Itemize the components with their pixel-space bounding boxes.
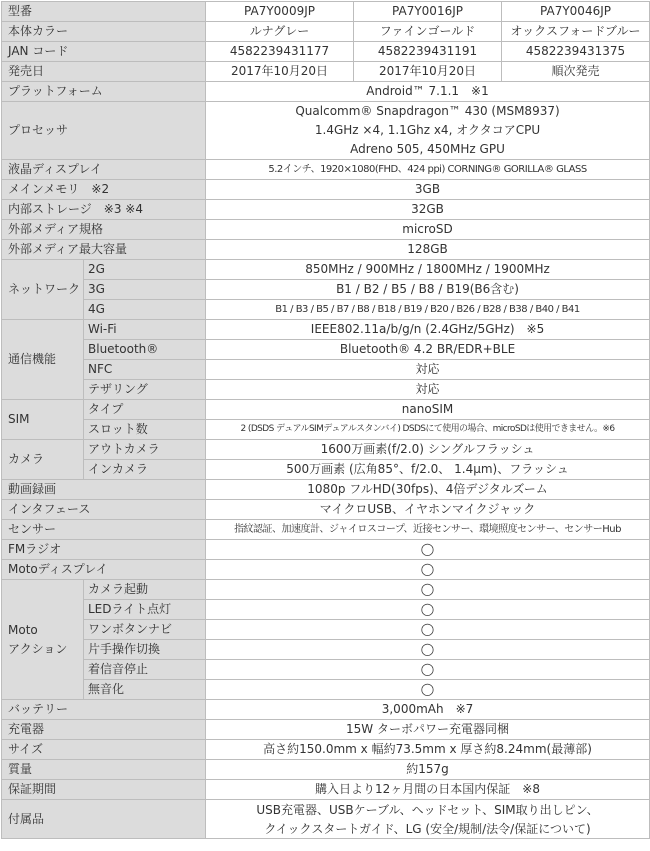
value-moto-display: ◯ [206, 560, 650, 580]
spec-table [1, 1, 650, 839]
row-sim-type [2, 400, 650, 420]
row-weight [2, 760, 650, 780]
label-charger: 充電器 [2, 720, 206, 740]
label-release: 発売日 [2, 62, 206, 82]
label-network-2g: 2G [84, 260, 206, 280]
value-network-4g: B1 / B3 / B5 / B7 / B8 / B18 / B19 / B20 / B26 / B28 / B38 / B40 / B41 [206, 300, 650, 320]
row-model [2, 2, 650, 22]
value-network-2g: 850MHz / 900MHz / 1800MHz / 1900MHz [206, 260, 650, 280]
label-jan: JAN コード [2, 42, 206, 62]
value-platform: Android™ 7.1.1 ※1 [206, 82, 650, 102]
row-network-4g [2, 300, 650, 320]
row-interface [2, 500, 650, 520]
row-comm-nfc [2, 360, 650, 380]
moto-action-label-2: アクション [8, 641, 68, 656]
row-battery [2, 700, 650, 720]
row-comm-bt [2, 340, 650, 360]
row-warranty [2, 780, 650, 800]
row-memory [2, 180, 650, 200]
row-camera-out [2, 440, 650, 460]
label-comm: 通信機能 [2, 320, 84, 400]
value-camera-out: 1600万画素(f/2.0) シングルフラッシュ [206, 440, 650, 460]
label-accessories: 付属品 [2, 800, 206, 839]
model-1: PA7Y0009JP [206, 2, 354, 22]
label-nfc: NFC [84, 360, 206, 380]
label-wifi: Wi-Fi [84, 320, 206, 340]
label-media: 外部メディア規格 [2, 220, 206, 240]
label-warranty: 保証期間 [2, 780, 206, 800]
label-moto-display: Motoディスプレイ [2, 560, 206, 580]
label-model: 型番 [2, 2, 206, 22]
value-battery: 3,000mAh ※7 [206, 700, 650, 720]
label-size: サイズ [2, 740, 206, 760]
value-media: microSD [206, 220, 650, 240]
value-moto-led: ◯ [206, 600, 650, 620]
row-storage [2, 200, 650, 220]
row-size [2, 740, 650, 760]
label-color: 本体カラー [2, 22, 206, 42]
value-storage: 32GB [206, 200, 650, 220]
row-jan [2, 42, 650, 62]
color-2: ファインゴールド [354, 22, 502, 42]
row-comm-tether [2, 380, 650, 400]
label-processor: プロセッサ [2, 102, 206, 160]
value-bluetooth: Bluetooth® 4.2 BR/EDR+BLE [206, 340, 650, 360]
row-network-2g [2, 260, 650, 280]
moto-action-label-1: Moto [8, 622, 38, 637]
row-moto-display [2, 560, 650, 580]
label-memory: メインメモリ ※2 [2, 180, 206, 200]
label-moto-onebutton: ワンボタンナビ [84, 620, 206, 640]
label-display: 液晶ディスプレイ [2, 160, 206, 180]
row-sim-slots [2, 420, 650, 440]
value-moto-ringstop: ◯ [206, 660, 650, 680]
row-comm-wifi [2, 320, 650, 340]
jan-2: 4582239431191 [354, 42, 502, 62]
row-release [2, 62, 650, 82]
value-sim-slots: 2 (DSDS デュアルSIMデュアルスタンバイ) DSDSにて使用の場合、microSDは使用できません。※6 [206, 420, 650, 440]
row-moto-action-2 [2, 620, 650, 640]
label-camera: カメラ [2, 440, 84, 480]
value-processor [206, 102, 650, 160]
row-color [2, 22, 650, 42]
label-weight: 質量 [2, 760, 206, 780]
model-3: PA7Y0046JP [502, 2, 650, 22]
value-accessories [206, 800, 650, 839]
label-media-max: 外部メディア最大容量 [2, 240, 206, 260]
label-moto-camera: カメラ起動 [84, 580, 206, 600]
label-tethering: テザリング [84, 380, 206, 400]
row-moto-action-1 [2, 600, 650, 620]
value-video: 1080p フルHD(30fps)、4倍デジタルズーム [206, 480, 650, 500]
label-sensor: センサー [2, 520, 206, 540]
jan-1: 4582239431177 [206, 42, 354, 62]
color-1: ルナグレー [206, 22, 354, 42]
value-memory: 3GB [206, 180, 650, 200]
release-3: 順次発売 [502, 62, 650, 82]
value-media-max: 128GB [206, 240, 650, 260]
label-moto-ringstop: 着信音停止 [84, 660, 206, 680]
label-battery: バッテリー [2, 700, 206, 720]
processor-line-2: 1.4GHz ×4, 1.1Ghz x4, オクタコアCPU [314, 123, 541, 137]
value-display: 5.2インチ、1920×1080(FHD、424 ppi) CORNING® GORILLA® GLASS [206, 160, 650, 180]
row-fm [2, 540, 650, 560]
value-sensor: 指紋認証、加速度計、ジャイロスコープ、近接センサー、環境照度センサー、センサーHub [206, 520, 650, 540]
accessories-line-2: クイックスタートガイド、LG (安全/規制/法令/保証について) [264, 822, 591, 836]
label-sim-slots: スロット数 [84, 420, 206, 440]
release-1: 2017年10月20日 [206, 62, 354, 82]
row-accessories [2, 800, 650, 839]
color-3: オックスフォードブルー [502, 22, 650, 42]
label-camera-out: アウトカメラ [84, 440, 206, 460]
label-storage: 内部ストレージ ※3 ※4 [2, 200, 206, 220]
row-platform [2, 82, 650, 102]
label-platform: プラットフォーム [2, 82, 206, 102]
value-charger: 15W ターボパワー充電器同梱 [206, 720, 650, 740]
label-moto-led: LEDライト点灯 [84, 600, 206, 620]
value-weight: 約157g [206, 760, 650, 780]
label-network-3g: 3G [84, 280, 206, 300]
accessories-line-1: USB充電器、USBケーブル、ヘッドセット、SIM取り出しピン、 [256, 803, 599, 817]
label-moto-onehand: 片手操作切換 [84, 640, 206, 660]
value-network-3g: B1 / B2 / B5 / B8 / B19(B6含む) [206, 280, 650, 300]
release-2: 2017年10月20日 [354, 62, 502, 82]
value-size: 高さ約150.0mm x 幅約73.5mm x 厚さ約8.24mm(最薄部) [206, 740, 650, 760]
row-camera-in [2, 460, 650, 480]
jan-3: 4582239431375 [502, 42, 650, 62]
label-interface: インタフェース [2, 500, 206, 520]
label-fm: FMラジオ [2, 540, 206, 560]
value-interface: マイクロUSB、イヤホンマイクジャック [206, 500, 650, 520]
row-moto-action-0 [2, 580, 650, 600]
label-sim: SIM [2, 400, 84, 440]
value-warranty: 購入日より12ヶ月間の日本国内保証 ※8 [206, 780, 650, 800]
value-moto-onehand: ◯ [206, 640, 650, 660]
value-moto-camera: ◯ [206, 580, 650, 600]
row-moto-action-5 [2, 680, 650, 700]
processor-line-1: Qualcomm® Snapdragon™ 430 (MSM8937) [295, 104, 560, 118]
model-2: PA7Y0016JP [354, 2, 502, 22]
value-tethering: 対応 [206, 380, 650, 400]
label-moto-mute: 無音化 [84, 680, 206, 700]
label-network-4g: 4G [84, 300, 206, 320]
value-camera-in: 500万画素 (広角85°、f/2.0、 1.4μm)、フラッシュ [206, 460, 650, 480]
label-bluetooth: Bluetooth® [84, 340, 206, 360]
value-fm: ◯ [206, 540, 650, 560]
value-sim-type: nanoSIM [206, 400, 650, 420]
label-moto-action [2, 580, 84, 700]
row-charger [2, 720, 650, 740]
row-video [2, 480, 650, 500]
value-moto-onebutton: ◯ [206, 620, 650, 640]
row-media-max [2, 240, 650, 260]
row-processor [2, 102, 650, 160]
row-moto-action-3 [2, 640, 650, 660]
row-network-3g [2, 280, 650, 300]
processor-line-3: Adreno 505, 450MHz GPU [350, 142, 505, 156]
row-sensor [2, 520, 650, 540]
value-wifi: IEEE802.11a/b/g/n (2.4GHz/5GHz) ※5 [206, 320, 650, 340]
label-video: 動画録画 [2, 480, 206, 500]
label-network: ネットワーク [2, 260, 84, 320]
row-moto-action-4 [2, 660, 650, 680]
label-camera-in: インカメラ [84, 460, 206, 480]
value-moto-mute: ◯ [206, 680, 650, 700]
row-display [2, 160, 650, 180]
value-nfc: 対応 [206, 360, 650, 380]
label-sim-type: タイプ [84, 400, 206, 420]
row-media [2, 220, 650, 240]
